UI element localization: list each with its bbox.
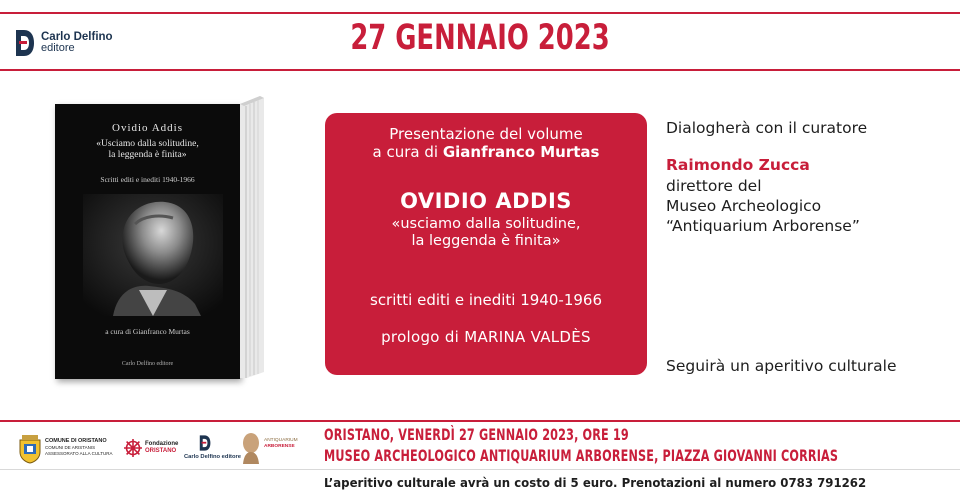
comune-department: ASSESSORATO ALLA CULTURA [45,451,113,456]
delfino-small-text: Carlo Delfino editore [184,454,242,460]
museum-bust-icon [240,432,262,464]
publisher-logo [13,25,133,61]
antiquarium-logo [240,432,300,466]
publisher-sub: editore [41,42,75,55]
card-intro-line-1: Presentazione del volume [389,125,583,143]
bottom-divider [0,469,960,470]
guest-role-line-3: “Antiquarium Arborense” [666,217,860,235]
header-divider [0,69,960,71]
card-works: scritti editi e inediti 1940-1966 [370,291,602,309]
sponsor-logos [18,432,298,466]
delfino-logo-icon [13,28,35,58]
guest-role-line-1: direttore del [666,177,762,195]
card-intro [325,125,647,161]
cover-publisher: Carlo Delfino editore [121,361,174,367]
cover-curator: a cura di Gianfranco Murtas [105,327,190,336]
top-divider [0,12,960,14]
fondazione-label: Fondazione [145,441,179,447]
footer-divider [0,420,960,422]
fondazione-star-icon [123,438,143,458]
cover-author: Ovidio Addis [112,122,183,134]
fondazione-oristano-logo [123,432,183,466]
antiquarium-label: ANTIQUARIUM [264,438,298,443]
publisher-name: Carlo Delfino [41,31,113,44]
book-page-edges [240,96,264,378]
portrait-photo [83,194,223,316]
delfino-small-logo [184,432,244,466]
card-subtitle-line-1: «usciamo dalla solitudine, [391,216,581,232]
card-book-subtitle [325,216,647,250]
cover-title-line-2: la leggenda è finita» [108,149,187,160]
card-book-title: OVIDIO ADDIS [400,189,572,213]
book-front-cover [55,104,240,379]
cover-title [65,138,230,160]
event-venue: MUSEO ARCHEOLOGICO ANTIQUARIUM ARBORENSE, PIAZZA GIOVANNI CORRIAS [324,446,839,465]
presentation-card [325,113,647,375]
card-intro-prefix: a cura di [372,143,443,161]
comune-name-sardinian: COMUNI DE ARISTANIS [45,445,96,450]
event-place-datetime: ORISTANO, VENERDÌ 27 GENNAIO 2023, ORE 19 [324,425,629,444]
card-subtitle-line-2: la leggenda è finita» [411,233,561,249]
event-date-title: 27 GENNAIO 2023 [350,18,610,58]
guest-role [666,176,860,236]
guest-name: Raimondo Zucca [666,156,810,174]
aperitivo-note: Seguirà un aperitivo culturale [666,357,897,375]
card-intro-line-2 [325,143,647,161]
book-cover-image [55,96,267,379]
coat-of-arms-icon [18,434,42,464]
dialogue-intro: Dialogherà con il curatore [666,119,868,137]
arborense-label: ARBORENSE [264,444,295,449]
guest-role-line-2: Museo Archeologico [666,197,822,215]
cover-title-line-1: «Usciamo dalla solitudine, [96,138,199,149]
card-prologue: prologo di MARINA VALDÈS [381,328,591,346]
card-curator-name: Gianfranco Murtas [442,143,600,161]
booking-note: L’aperitivo culturale avrà un costo di 5 euro. Prenotazioni al numero 0783 791262 [324,475,867,490]
comune-name: COMUNE DI ORISTANO [45,438,107,444]
comune-oristano-logo [18,432,123,466]
delfino-small-mark-icon [198,434,211,452]
fondazione-city: ORISTANO [145,448,177,454]
cover-subtitle: Scritti editi e inediti 1940-1966 [100,175,195,184]
